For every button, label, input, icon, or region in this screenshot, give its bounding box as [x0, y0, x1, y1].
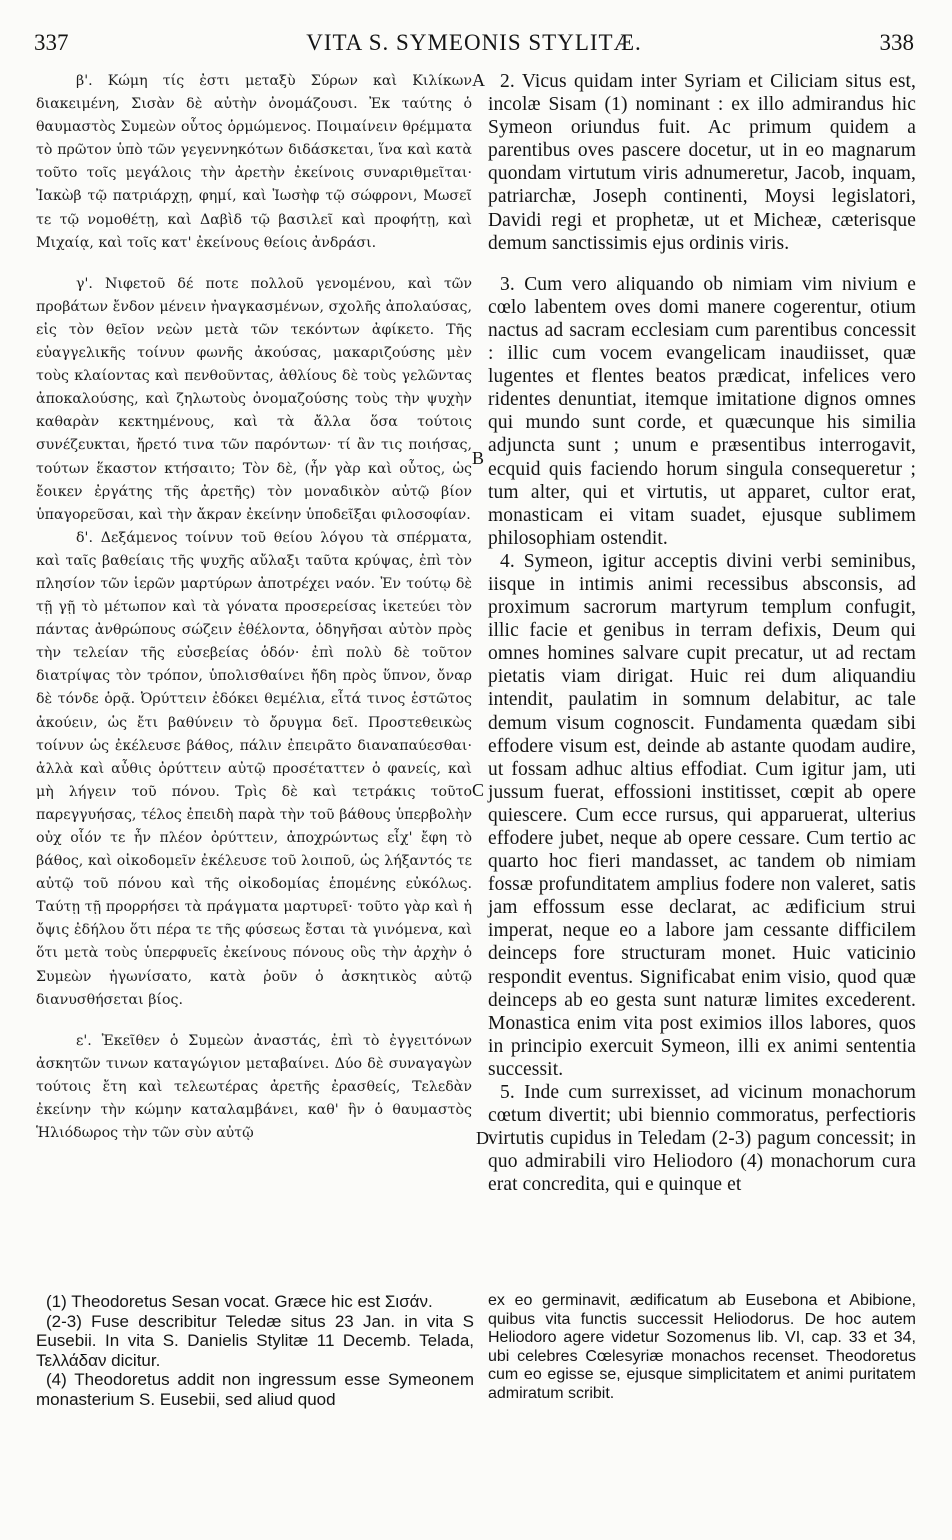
page-number-left: 337: [34, 30, 69, 55]
greek-column: [36, 70, 472, 1145]
margin-letter-c: C: [472, 780, 485, 800]
footnote-1: (1) Theodoretus Sesan vocat. Græce hic est Σισάν.: [46, 1292, 433, 1311]
margin-letter-d: D: [476, 1128, 489, 1148]
latin-paragraph-4: 4. Symeon, igitur acceptis divini verbi seminibus, iisque in intimis animi recessibus absconsis, ad proximum sacrorum martyrum templum confugit, illic facie et genibus in terram defixis, Deum qui omnes homines salvare cupit precatur, ut ad rectam pietatis viam dirigat. Huic rei dum aliquandiu intendit, paulatim in somnum delabitur, ac tale demum visum cognoscit. Fundamenta quædam sibi effodere visum est, deinde ab astante quodam audire, ut fossam adhuc altius effodiat. Cum igitur jam, uti jussum fuerat, effossioni institisset, cœpit ab opere quiescere. Cum ecce rursus, qui apparuerat, ulterius effodere jubet, neque ab opere cessare. Cum tertio ac quarto hoc fieri mandasset, ac tandem ob nimiam fossæ profunditatem amplius fodere non valeret, satis jam effossum esse declarat, ac ædificium strui imperat, neque eo a labore jam cessante difficilem deinceps fore structuram monet. Huic vaticinio respondit eventus. Significabat enim visio, quod quæ deinceps ab eo gesta sunt naturæ limites excederent. Monastica enim vita post eximios illos labores, quos in principio exercuit Symeon, illi ex animi sententia successit.: [488, 550, 916, 1080]
footnotes-left-column: [36, 1292, 474, 1410]
greek-paragraph-4: δ'. Δεξάμενος τοίνυν τοῦ θείου λόγου τὰ σπέρματα, καὶ ταῖς βαθείαις τῆς ψυχῆς αὔλαξι ταῦτα κρύψας, ἐπὶ τὸν πλησίον τῶν ἱερῶν μαρτύρων ἀποτρέχει ναόν. Ἐν τούτῳ δὲ τῇ γῇ τὸ μέτωπον καὶ τὰ γόνατα προσερείσας ἱκετεύει τὸν πάντας ἀνθρώπους σώζειν ἐθέλοντα, ὁδηγῆσαι αὐτὸν πρὸς τὴν τελείαν τῆς εὐσεβείας ὁδόν· ἐπὶ πολὺ δὲ τοῦτον διατρίψας τὸν τρόπον, ὑπολισθαίνει ἤδη πρὸς ὕπνον, ὄναρ δὲ τόνδε ὁρᾷ. Ὀρύττειν ἐδόκει θεμέλια, εἶτά τινος ἑστῶτος ἀκούειν, ὡς ἔτι βαθύνειν τὸ ὄρυγμα δεῖ. Προστεθεικὼς τοίνυν ὡς ἐκέλευσε βάθος, πάλιν ἐπειρᾶτο διαναπαύεσθαι· ἀλλὰ καὶ αὖθις ὀρύττειν αὐτῷ προσέταττεν ὁ φανείς, καὶ μὴ λήγειν τοῦ πόνου. Τρὶς δὲ καὶ τετράκις τοῦτο παρεγγυήσας, τέλος ἐπειδὴ παρὰ τὴν τοῦ βάθους ὑπερβολὴν οὐχ οἷόν τε ἦν πλέον ὀρύττειν, ἀποχρώντως εἶχ' ἔφη τὸ βάθος, καὶ οἰκοδομεῖν ἐκέλευσε τοῦ λοιποῦ, ὡς λήξαντός τε αὐτῷ τοῦ πόνου καὶ τῆς οἰκοδομίας ἑπομένης εὐκόλως. Ταύτῃ τῇ προρρήσει τὰ πράγματα μαρτυρεῖ· τοῦτο γὰρ καὶ ἡ ὄψις ἐδήλου ὅτι πέρα τε τῆς φύσεως ἔσται τὰ γινόμενα, καὶ ὅτι μετὰ τοὺς ὑπερφυεῖς ἐκείνους πόνους οὓς τὴν ἀρχὴν ὁ Συμεὼν ἠγωνίσατο, κατὰ ῥοῦν ὁ ἀσκητικὸς αὐτῷ διανυσθήσεται βίος.: [36, 529, 472, 1008]
footnote-4: (4) Theodoretus addit non ingressum esse Symeonem monasterium S. Eusebii, sed aliud quod: [36, 1370, 474, 1409]
footnotes-right-column: ex eo germinavit, ædificatum ab Eusebona et Abibione, quibus vita functis successit Heliodorus. De hoc autem Heliodoro agere videtur Sozomenus lib. VI, cap. 33 et 34, ubi celebres Cœlesyriæ monachos recenset. Theodoretus cum eo egisse se, ejusque simplicitatem et animi puritatem admiratum scribit.: [488, 1292, 916, 1402]
latin-paragraph-3: 3. Cum vero aliquando ob nimiam vim nivium e cœlo labentem oves domi manere cogerentur, otium nactus ad sacram ecclesiam cum parentibus concessit : illic cum vocem evangelicam inaudiisset, quæ lugentes et flentes beatos prædicat, infelices vero ridentes denuntiat, itemque imitatione dignos omnes qui mundo sunt corde, et quæcunque his similia adjuncta sunt ; unum e præsentibus interrogavit, ecquid quis faciendo horum singula consequeretur ; tum alter, qui et virtutis, ut apparet, cultor erat, monasticam ei vitam suadet, ejusque sublimem philosophiam ostendit.: [488, 273, 916, 549]
running-title: VITA S. SYMEONIS STYLITÆ.: [306, 30, 642, 55]
margin-letter-b: B: [472, 448, 485, 468]
page-header: [34, 30, 914, 64]
greek-paragraph-5: ε'. Ἐκεῖθεν ὁ Συμεὼν ἀναστάς, ἐπὶ τὸ ἐγγειτόνων ἀσκητῶν τινων καταγώγιον μεταβαίνει. Δύο δὲ συναγαγὼν τούτοις ἔτη καὶ τελεωτέρας ἀρετῆς ἐρασθείς, Τελεδὰν ἐκείνην τὴν κώμην καταλαμβάνει, καθ' ἣν ὁ θαυμαστὸς Ἡλιόδωρος τὴν τῶν σὺν αὐτῷ: [36, 1032, 472, 1142]
latin-paragraph-5: 5. Inde cum surrexisset, ad vicinum monachorum cœtum divertit; ubi biennio commoratus, perfectioris virtutis cupidus in Teledam (2-3) pagum concessit; in quo admirabili viro Heliodoro (4) monachorum cura erat concredita, qui e quinque et: [488, 1082, 916, 1196]
greek-paragraph-3: γ'. Νιφετοῦ δέ ποτε πολλοῦ γενομένου, καὶ τῶν προβάτων ἔνδον μένειν ἠναγκασμένων, σχολῆς ἀπολαύσας, εἰς τὸν θεῖον νεὼν μετὰ τῶν τεκόντων ἀφίκετο. Τῆς εὐαγγελικῆς τοίνυν φωνῆς ἀκούσας, μακαριζούσης μὲν τοὺς κλαίοντας καὶ πενθοῦντας, ἀθλίους δὲ τοὺς γελῶντας ἀποκαλούσης, καὶ ζηλωτοὺς ὀνομαζούσης τοὺς τὴν ψυχὴν καθαρὰν κεκτημένους, καὶ τὰ ἄλλα ὅσα τούτοις συνέζευκται, ἤρετό τινα τῶν παρόντων· τί ἂν τις ποιήσας, τούτων ἕκαστον κτήσαιτο; Τὸν δὲ, (ἦν γὰρ καὶ οὗτος, ὡς ἔοικεν ἐργάτης τῆς ἀρετῆς) τὸν μοναδικὸν αὐτῷ βίον ὑπαγορεῦσαι, καὶ τὴν ἄκραν ἐκείνην ὑποδεῖξαι φιλοσοφίαν.: [36, 275, 472, 523]
footnote-2-3: (2-3) Fuse describitur Teledæ situs 23 Jan. in vita S Eusebii. In vita S. Danielis Stylitæ 11 Decemb. Telada, Τελλάδαν dicitur.: [36, 1311, 474, 1370]
latin-column: [488, 70, 916, 1197]
greek-paragraph-2: β'. Κώμη τίς ἐστι μεταξὺ Σύρων καὶ Κιλίκων διακειμένη, Σισὰν δὲ αὐτὴν ὀνομάζουσι. Ἐκ ταύτης ὁ θαυμαστὸς Συμεὼν οὗτος ὁρμώμενος. Ποιμαίνειν θρέμματα τὸ πρῶτον ὑπὸ τῶν γεγεννηκότων διδάσκεται, ἵνα καὶ κατὰ τοῦτο τοῖς μεγάλοις τὴν ἀρετὴν ἐκείνοις συναριθμεῖται· Ἰακὼβ τῷ πατριάρχῃ, φημί, καὶ Ἰωσὴφ τῷ σώφρονι, Μωσεῖ τε τῷ νομοθέτῃ, καὶ Δαβὶδ τῷ βασιλεῖ καὶ προφήτῃ, καὶ Μιχαίᾳ, καὶ τοῖς κατ' ἐκείνους θείοις ἀνδράσι.: [36, 73, 472, 251]
latin-paragraph-2: 2. Vicus quidam inter Syriam et Ciliciam situs est, incolæ Sisam (1) nominant : ex illo admirandus hic Symeon oriundus fuit. Ac primum quidem a parentibus oves pascere docetur, ut in eo magnarum quondam virtutum viris adnumeretur, Jacob, inquam, patriarchæ, Joseph continenti, Moysi legislatori, Davidi regi et prophetæ, ut et Micheæ, cæterisque demum sanctissimis ejus ordinis viris.: [488, 71, 916, 254]
margin-letter-a: A: [472, 70, 485, 90]
page-number-right: 338: [879, 30, 914, 55]
